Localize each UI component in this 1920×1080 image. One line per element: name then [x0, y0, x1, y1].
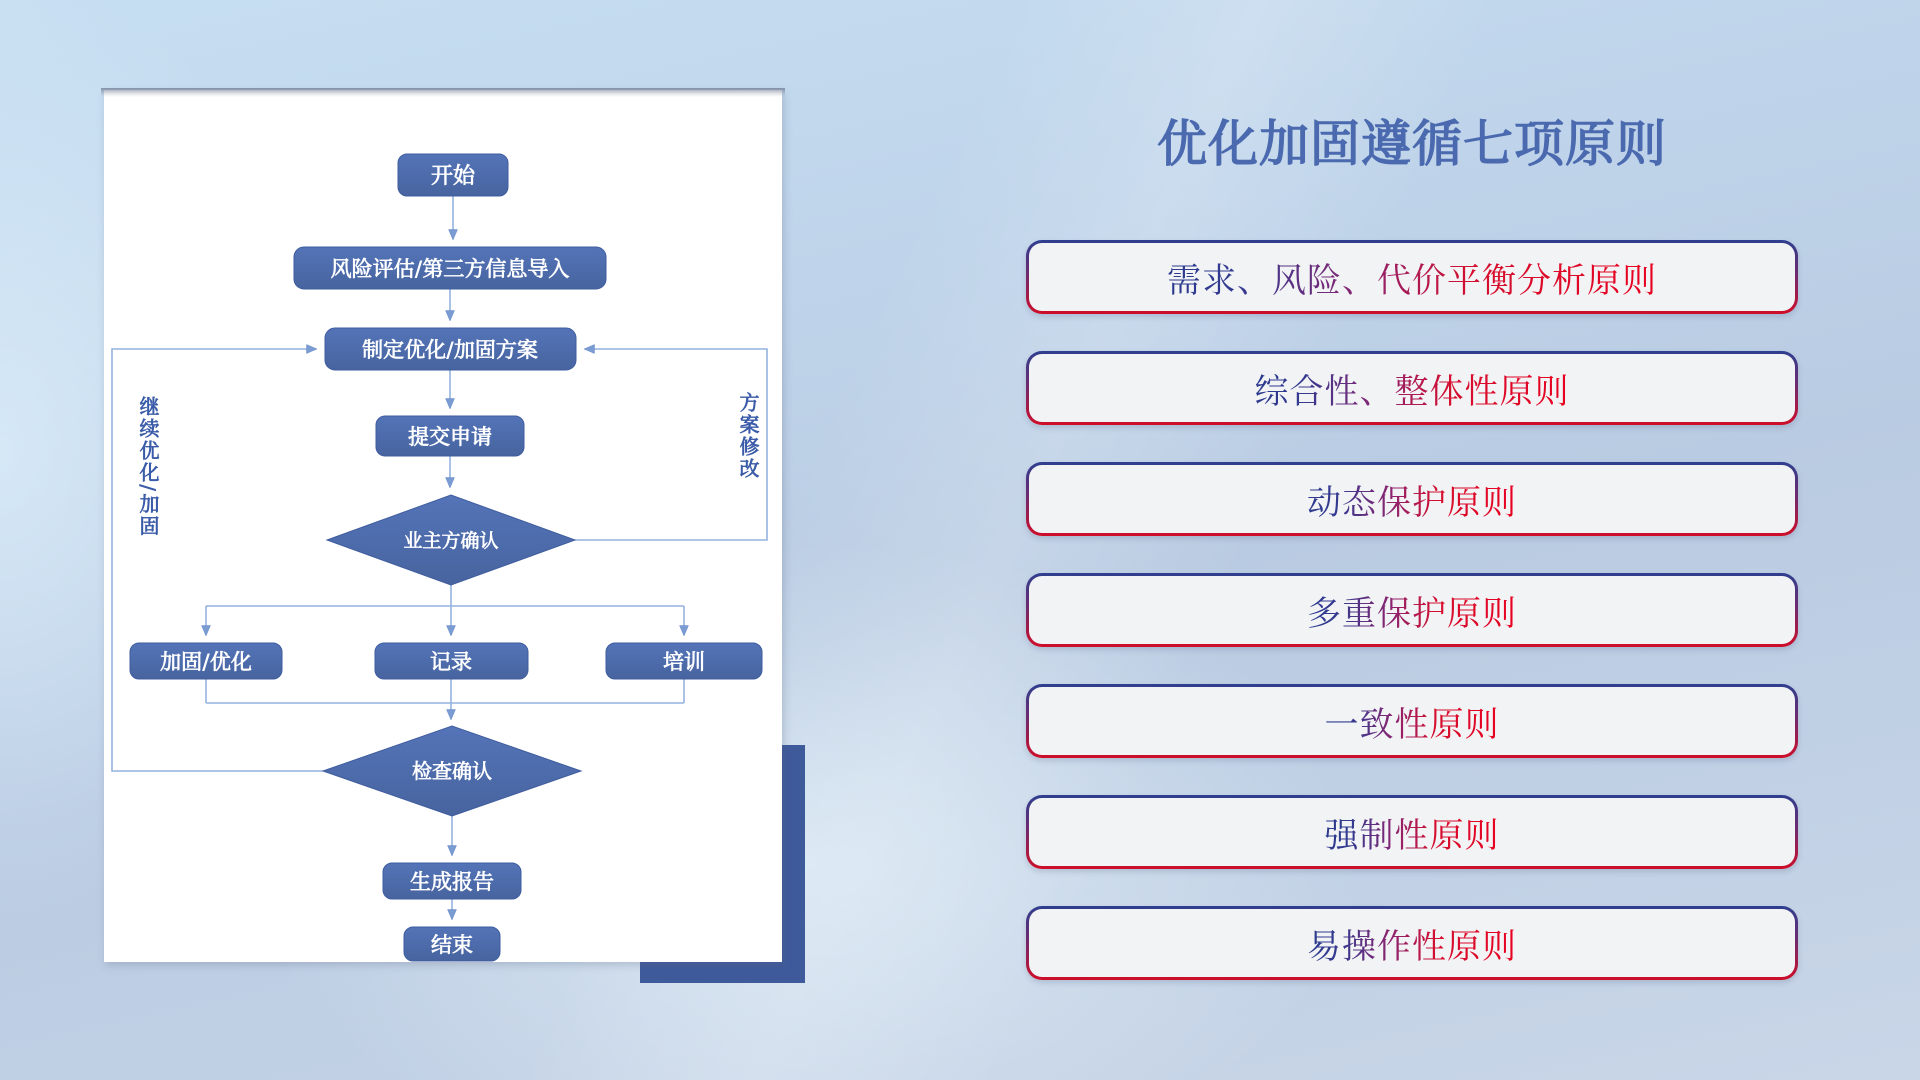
principle-item [1026, 240, 1798, 314]
flow-node-owner-confirm [327, 495, 575, 585]
flowchart-card [104, 90, 782, 962]
flow-node-report [383, 863, 521, 899]
flow-node-risk-import-label: 风险评估/第三方信息导入 [330, 257, 570, 281]
flow-node-submit-label: 提交申请 [408, 425, 492, 449]
flow-node-risk-import [294, 247, 606, 289]
flow-node-make-plan [325, 328, 576, 370]
flow-node-end [404, 927, 500, 961]
flow-node-start-label: 开始 [430, 164, 476, 189]
loop-label-continue-optimize: 继续优化/加固 [136, 396, 160, 538]
flow-node-training-label: 培训 [663, 650, 705, 674]
principle-text: 综合性、整体性原则 [1255, 364, 1570, 413]
flow-node-record [375, 643, 528, 679]
page-title: 优化加固遵循七项原则 [1157, 115, 1667, 173]
principle-item [1026, 573, 1798, 647]
principle-item [1026, 906, 1798, 980]
loop-label-plan-modify: 方案修改 [736, 392, 760, 480]
principle-item [1026, 684, 1798, 758]
flowchart-diagram [104, 90, 782, 962]
principle-item [1026, 351, 1798, 425]
flow-node-owner-confirm-label: 业主方确认 [403, 530, 499, 552]
principle-text: 多重保护原则 [1307, 586, 1517, 635]
flow-node-reinforce-label: 加固/优化 [160, 650, 252, 674]
principles-list [1026, 240, 1798, 980]
principle-text: 动态保护原则 [1307, 475, 1517, 524]
principle-text: 一致性原则 [1325, 697, 1500, 746]
flow-node-reinforce [130, 643, 282, 679]
principle-text: 需求、风险、代价平衡分析原则 [1167, 253, 1657, 302]
flow-node-submit [376, 416, 524, 456]
principle-item [1026, 795, 1798, 869]
flow-node-check-confirm [323, 726, 581, 816]
principle-text: 易操作性原则 [1307, 919, 1517, 968]
flow-node-training [606, 643, 762, 679]
principle-item [1026, 462, 1798, 536]
flow-node-end-label: 结束 [431, 933, 473, 957]
flow-node-make-plan-label: 制定优化/加固方案 [362, 338, 538, 362]
principle-text: 强制性原则 [1325, 808, 1500, 857]
flow-node-start [398, 154, 508, 196]
flow-node-record-label: 记录 [430, 650, 472, 674]
flow-node-report-label: 生成报告 [410, 870, 494, 894]
flow-node-check-confirm-label: 检查确认 [412, 759, 492, 783]
